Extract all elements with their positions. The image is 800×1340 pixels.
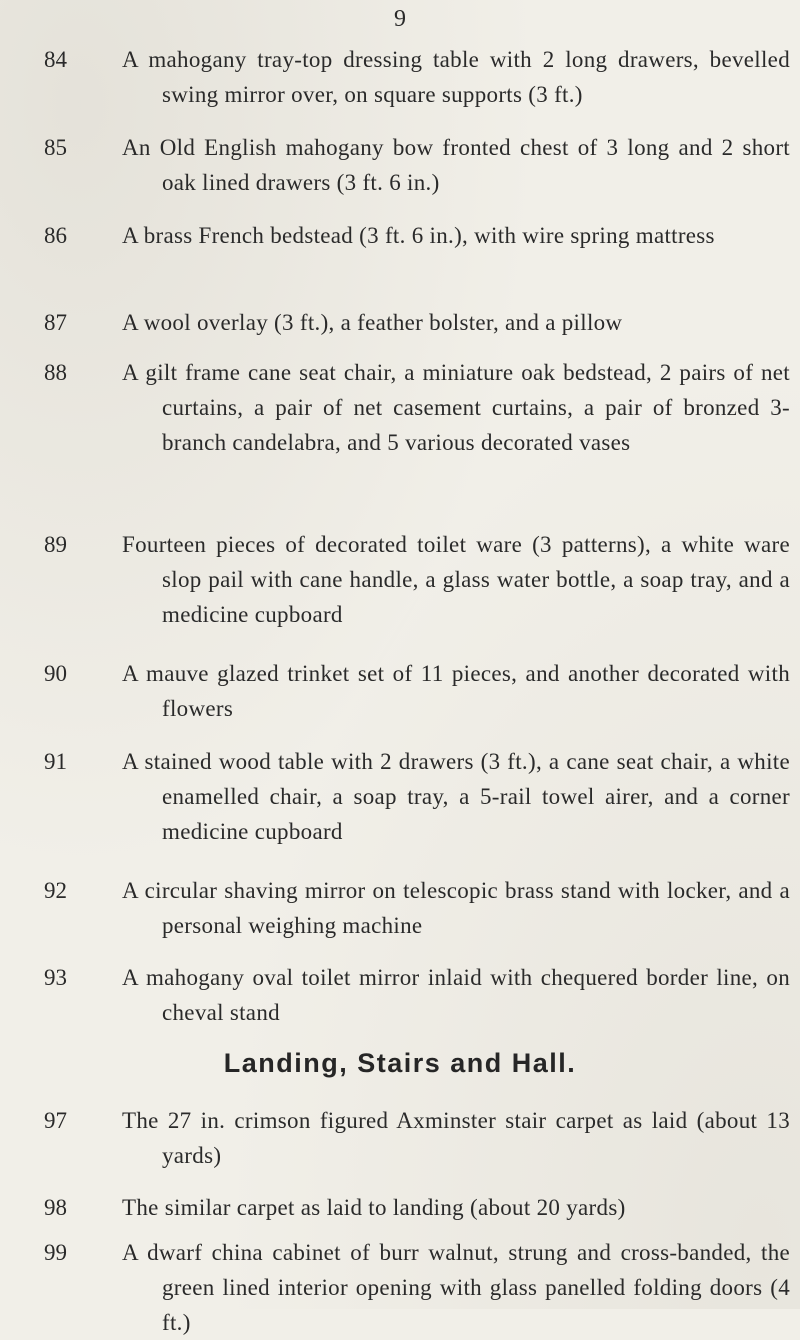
lot-number: 93	[44, 965, 67, 990]
lot-description: The similar carpet as laid to landing (about 20 yards)	[122, 1195, 626, 1220]
lot-number: 99	[44, 1240, 67, 1265]
lot-description: A mauve glazed trinket set of 11 pieces, and another decorated with flowers	[122, 661, 790, 721]
lot-description: A wool overlay (3 ft.), a feather bolster, and a pillow	[122, 310, 623, 335]
lot-description: A mahogany tray-top dressing table with 2 long drawers, bevelled swing mirror over, on square supports (3 ft.)	[122, 47, 790, 107]
lot-number: 88	[44, 360, 67, 385]
lot-number: 85	[44, 135, 67, 160]
lot-number: 92	[44, 878, 67, 903]
lot-number: 84	[44, 47, 67, 72]
lot-description: A circular shaving mirror on telescopic brass stand with locker, and a personal weighing machine	[122, 878, 790, 938]
lot-description: A stained wood table with 2 drawers (3 ft.), a cane seat chair, a white enamelled chair, a soap tray, a 5-rail towel airer, and a corner medicine cupboard	[122, 749, 790, 844]
lot-number: 98	[44, 1195, 67, 1220]
lot-description: A brass French bedstead (3 ft. 6 in.), with wire spring mattress	[122, 223, 715, 248]
lot-number: 90	[44, 661, 67, 686]
lot-number: 86	[44, 223, 67, 248]
lot-description: A dwarf china cabinet of burr walnut, strung and cross-banded, the green lined interior opening with glass panelled folding doors (4 ft.)	[122, 1240, 790, 1335]
lot-description: An Old English mahogany bow fronted chest of 3 long and 2 short oak lined drawers (3 ft. 6 in.)	[122, 135, 790, 195]
page-number: 9	[394, 6, 406, 32]
lot-description: A mahogany oval toilet mirror inlaid with chequered border line, on cheval stand	[122, 965, 790, 1025]
lot-number: 89	[44, 532, 67, 557]
section-heading: Landing, Stairs and Hall.	[223, 1048, 577, 1078]
lot-number: 97	[44, 1108, 67, 1133]
lot-description: The 27 in. crimson figured Axminster stair carpet as laid (about 13 yards)	[122, 1108, 790, 1168]
lot-description: Fourteen pieces of decorated toilet ware (3 patterns), a white ware slop pail with cane handle, a glass water bottle, a soap tray, and a medicine cupboard	[122, 532, 790, 627]
lot-description: A gilt frame cane seat chair, a miniature oak bedstead, 2 pairs of net curtains, a pair of net casement curtains, a pair of bronzed 3-branch candelabra, and 5 various decorated vases	[122, 360, 790, 455]
lot-number: 87	[44, 310, 67, 335]
lot-number: 91	[44, 749, 67, 774]
